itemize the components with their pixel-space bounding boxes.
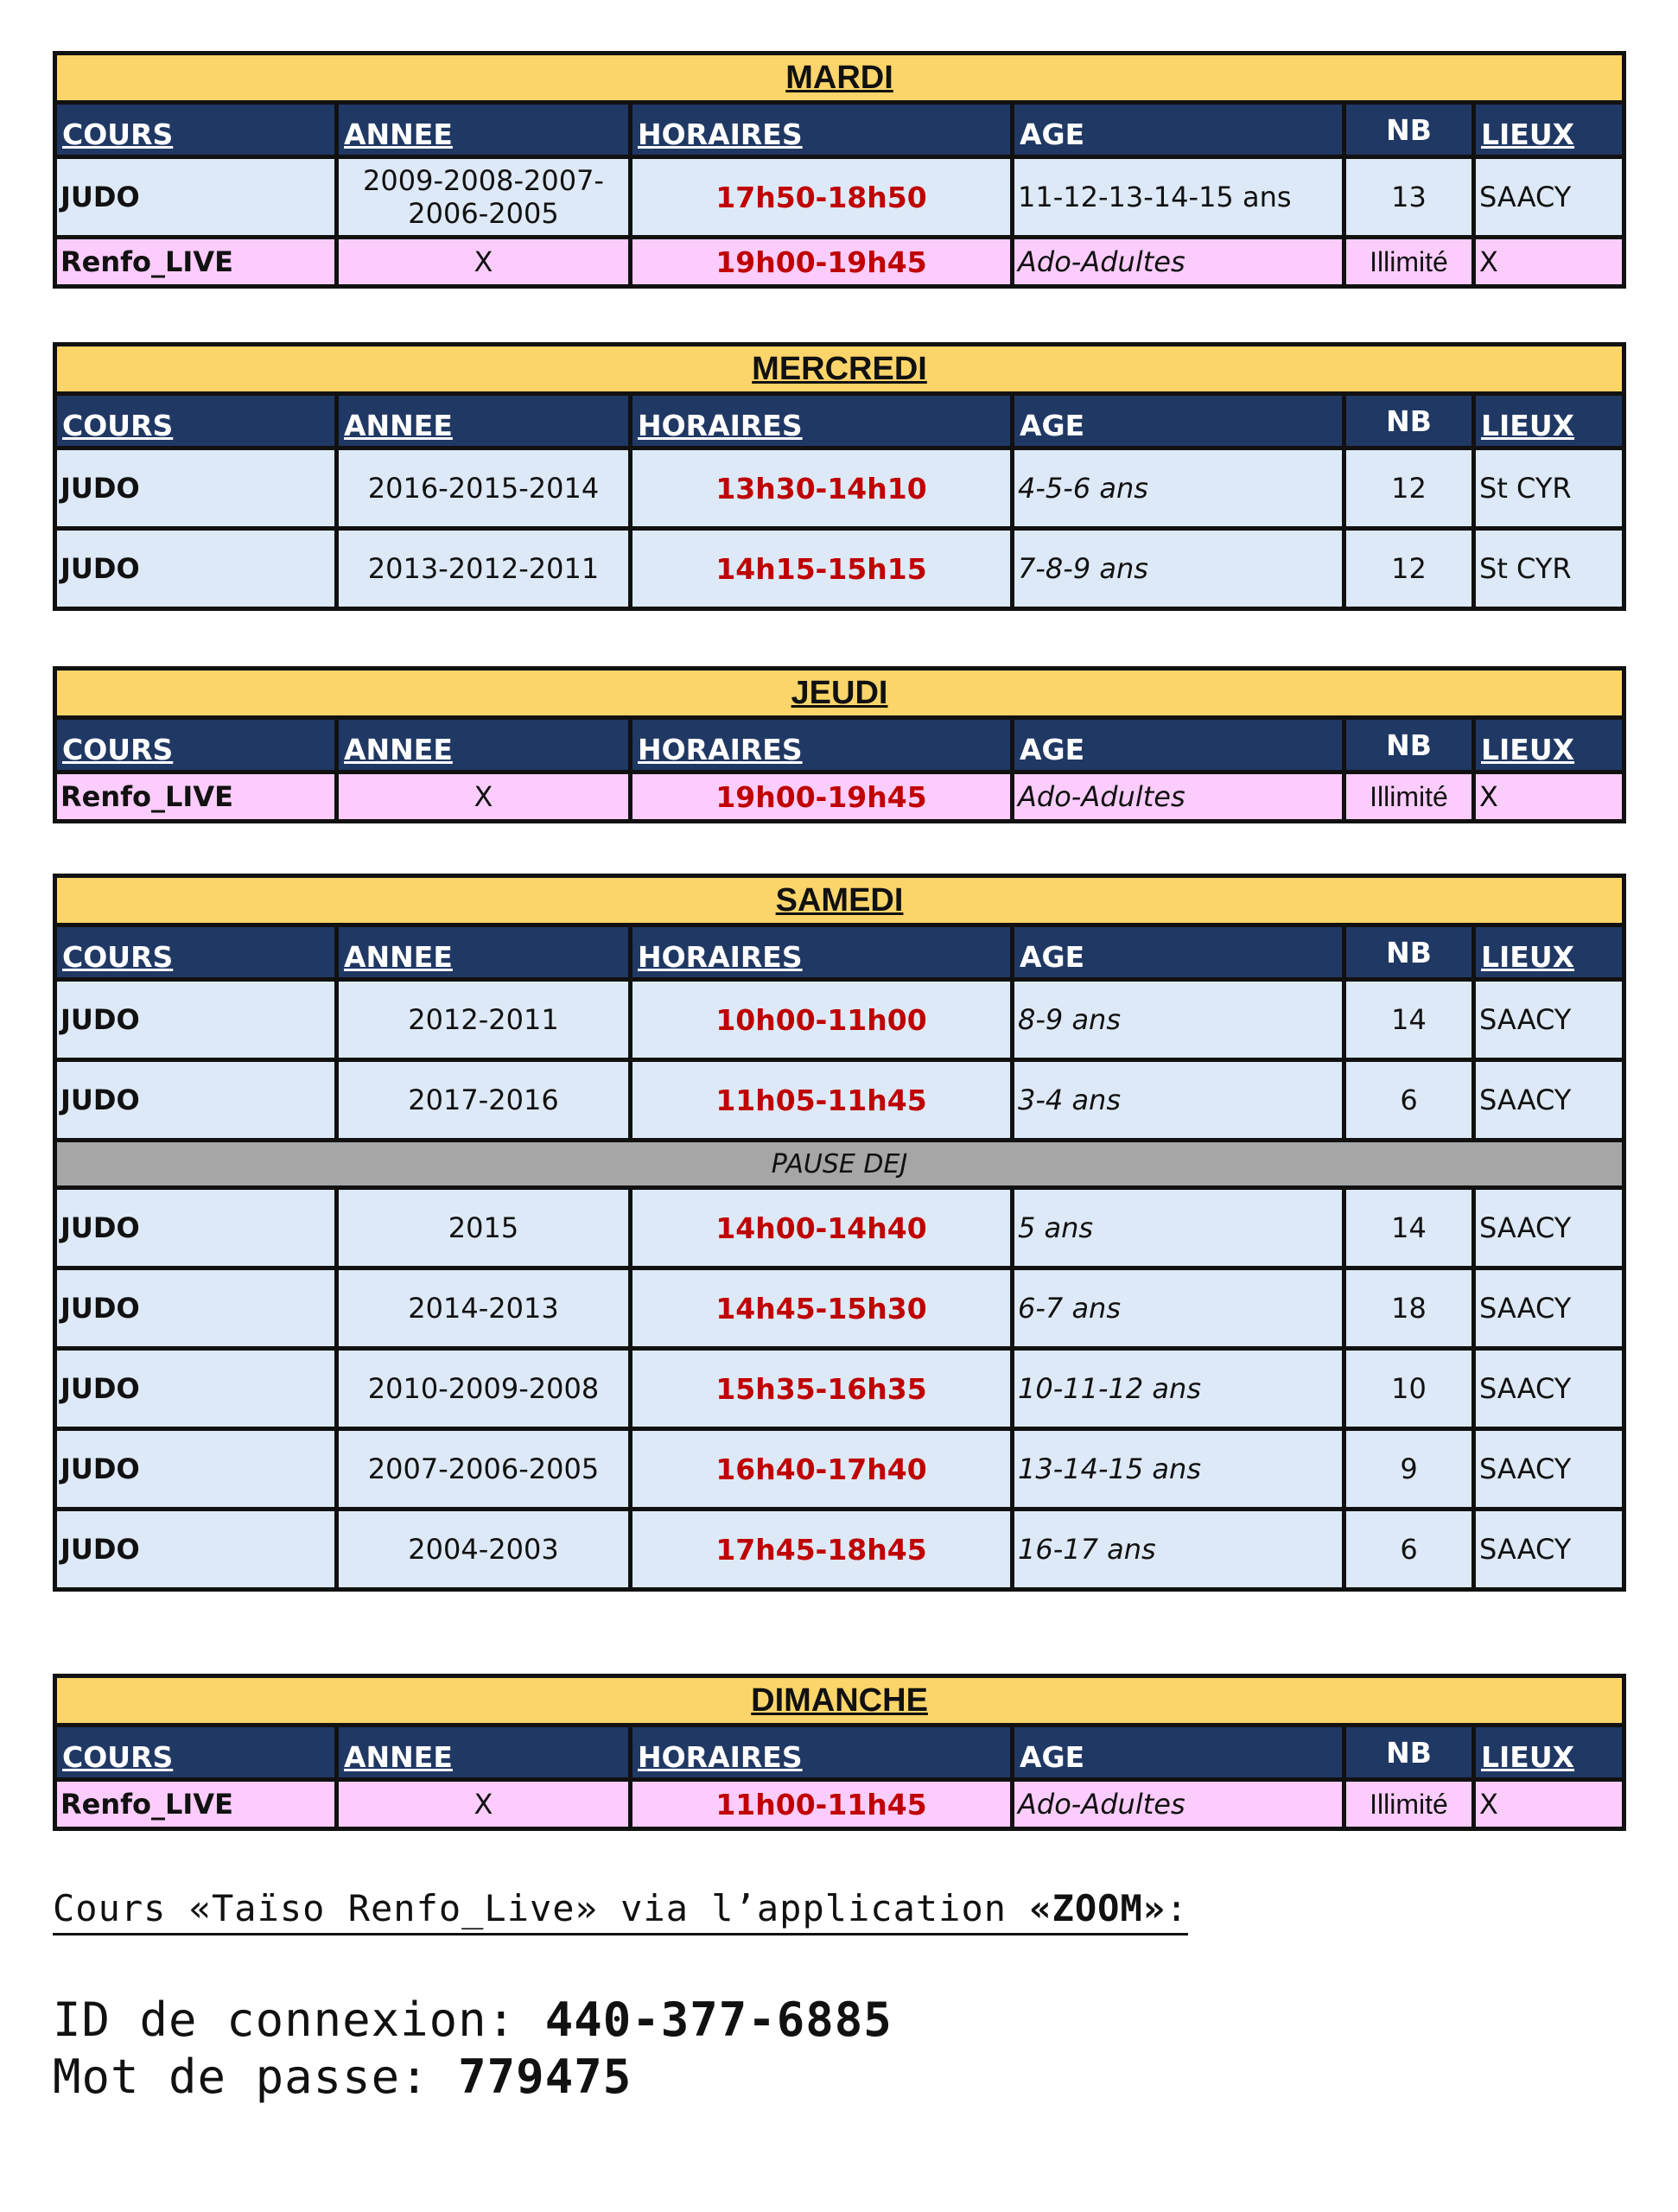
cell-annee: X	[337, 1780, 631, 1829]
cell-lieux: SAACY	[1474, 1188, 1624, 1268]
id-label: ID de connexion:	[53, 1993, 545, 2047]
cell-horaires: 15h35-16h35	[631, 1349, 1013, 1429]
header-horaires: HORAIRES	[631, 1726, 1013, 1780]
cell-annee: X	[337, 238, 631, 287]
schedule-samedi	[53, 874, 1626, 1592]
cell-nb: Illimité	[1344, 772, 1474, 822]
header-annee: ANNEE	[337, 718, 631, 772]
cell-lieux: X	[1474, 772, 1624, 822]
cell-nb: 9	[1344, 1429, 1474, 1510]
table-row	[55, 448, 1624, 529]
header-annee: ANNEE	[337, 925, 631, 980]
header-horaires: HORAIRES	[631, 718, 1013, 772]
zoom-info-line	[53, 1887, 1188, 1936]
cell-age: 13-14-15 ans	[1013, 1429, 1344, 1510]
cell-nb: 14	[1344, 1188, 1474, 1268]
header-cours: COURS	[55, 925, 337, 980]
cell-annee: 2004-2003	[337, 1510, 631, 1590]
zoom-prefix: Cours «Taïso Renfo_Live» via l’application	[53, 1887, 1030, 1929]
pause-row	[55, 1141, 1624, 1188]
connection-id	[53, 1993, 893, 2047]
header-age: AGE	[1013, 394, 1344, 448]
cell-horaires: 10h00-11h00	[631, 980, 1013, 1060]
cell-lieux: SAACY	[1474, 1510, 1624, 1590]
header-lieux: LIEUX	[1474, 925, 1624, 980]
cell-nb: 6	[1344, 1510, 1474, 1590]
cell-horaires: 17h45-18h45	[631, 1510, 1013, 1590]
header-age: AGE	[1013, 925, 1344, 980]
schedule-jeudi	[53, 666, 1626, 823]
header-horaires: HORAIRES	[631, 394, 1013, 448]
id-value: 440-377-6885	[544, 1993, 893, 2047]
password-value: 779475	[458, 2050, 632, 2104]
cell-age: 7-8-9 ans	[1013, 529, 1344, 609]
cell-horaires: 14h00-14h40	[631, 1188, 1013, 1268]
cell-nb: 13	[1344, 157, 1474, 238]
cell-annee: 2014-2013	[337, 1268, 631, 1349]
cell-nb: 12	[1344, 448, 1474, 529]
day-title: JEUDI	[55, 669, 1624, 718]
table-row	[55, 980, 1624, 1060]
table-row	[55, 1188, 1624, 1268]
pause-label: PAUSE DEJ	[55, 1141, 1624, 1188]
cell-nb: Illimité	[1344, 1780, 1474, 1829]
cell-age: Ado-Adultes	[1013, 1780, 1344, 1829]
cell-cours: JUDO	[55, 1188, 337, 1268]
cell-age: 10-11-12 ans	[1013, 1349, 1344, 1429]
cell-age: 5 ans	[1013, 1188, 1344, 1268]
header-annee: ANNEE	[337, 1726, 631, 1780]
cell-horaires: 13h30-14h10	[631, 448, 1013, 529]
cell-age: Ado-Adultes	[1013, 772, 1344, 822]
cell-lieux: SAACY	[1474, 1429, 1624, 1510]
cell-horaires: 11h05-11h45	[631, 1060, 1013, 1141]
header-horaires: HORAIRES	[631, 103, 1013, 157]
cell-lieux: St CYR	[1474, 529, 1624, 609]
cell-lieux: X	[1474, 238, 1624, 287]
cell-lieux: SAACY	[1474, 980, 1624, 1060]
cell-cours: JUDO	[55, 529, 337, 609]
day-title: MARDI	[55, 54, 1624, 103]
table-row	[55, 238, 1624, 287]
cell-horaires: 19h00-19h45	[631, 772, 1013, 822]
header-horaires: HORAIRES	[631, 925, 1013, 980]
header-cours: COURS	[55, 1726, 337, 1780]
table-row	[55, 529, 1624, 609]
password-label: Mot de passe:	[53, 2050, 459, 2104]
table-row	[55, 1349, 1624, 1429]
cell-nb: Illimité	[1344, 238, 1474, 287]
header-age: AGE	[1013, 1726, 1344, 1780]
schedule-mercredi	[53, 342, 1626, 611]
header-lieux: LIEUX	[1474, 103, 1624, 157]
cell-cours: Renfo_LIVE	[55, 772, 337, 822]
header-nb: NB	[1344, 1726, 1474, 1780]
cell-horaires: 11h00-11h45	[631, 1780, 1013, 1829]
cell-age: Ado-Adultes	[1013, 238, 1344, 287]
cell-lieux: X	[1474, 1780, 1624, 1829]
cell-cours: JUDO	[55, 157, 337, 238]
cell-annee: 2013-2012-2011	[337, 529, 631, 609]
day-title: DIMANCHE	[55, 1676, 1624, 1726]
cell-nb: 12	[1344, 529, 1474, 609]
cell-annee: X	[337, 772, 631, 822]
cell-annee: 2012-2011	[337, 980, 631, 1060]
cell-lieux: St CYR	[1474, 448, 1624, 529]
header-cours: COURS	[55, 103, 337, 157]
cell-horaires: 14h15-15h15	[631, 529, 1013, 609]
cell-nb: 10	[1344, 1349, 1474, 1429]
cell-cours: Renfo_LIVE	[55, 238, 337, 287]
cell-age: 3-4 ans	[1013, 1060, 1344, 1141]
day-title: MERCREDI	[55, 345, 1624, 394]
cell-annee: 2007-2006-2005	[337, 1429, 631, 1510]
cell-annee: 2010-2009-2008	[337, 1349, 631, 1429]
cell-cours: JUDO	[55, 1429, 337, 1510]
cell-horaires: 17h50-18h50	[631, 157, 1013, 238]
cell-nb: 6	[1344, 1060, 1474, 1141]
header-nb: NB	[1344, 925, 1474, 980]
table-row	[55, 772, 1624, 822]
table-row	[55, 157, 1624, 238]
header-age: AGE	[1013, 103, 1344, 157]
cell-age: 4-5-6 ans	[1013, 448, 1344, 529]
cell-cours: JUDO	[55, 980, 337, 1060]
cell-lieux: SAACY	[1474, 1268, 1624, 1349]
cell-annee: 2016-2015-2014	[337, 448, 631, 529]
cell-horaires: 19h00-19h45	[631, 238, 1013, 287]
table-row	[55, 1429, 1624, 1510]
header-cours: COURS	[55, 718, 337, 772]
password	[53, 2050, 632, 2104]
header-annee: ANNEE	[337, 103, 631, 157]
cell-age: 8-9 ans	[1013, 980, 1344, 1060]
cell-lieux: SAACY	[1474, 1060, 1624, 1141]
header-annee: ANNEE	[337, 394, 631, 448]
header-cours: COURS	[55, 394, 337, 448]
header-age: AGE	[1013, 718, 1344, 772]
cell-cours: JUDO	[55, 1349, 337, 1429]
zoom-app-name: «ZOOM»	[1029, 1887, 1166, 1929]
table-row	[55, 1510, 1624, 1590]
cell-nb: 14	[1344, 980, 1474, 1060]
cell-nb: 18	[1344, 1268, 1474, 1349]
table-row	[55, 1780, 1624, 1829]
cell-horaires: 14h45-15h30	[631, 1268, 1013, 1349]
table-row	[55, 1060, 1624, 1141]
cell-cours: JUDO	[55, 1268, 337, 1349]
header-lieux: LIEUX	[1474, 718, 1624, 772]
table-row	[55, 1268, 1624, 1349]
header-lieux: LIEUX	[1474, 394, 1624, 448]
cell-horaires: 16h40-17h40	[631, 1429, 1013, 1510]
schedule-dimanche	[53, 1674, 1626, 1831]
schedule-mardi	[53, 51, 1626, 289]
cell-annee: 2009-2008-2007-2006-2005	[337, 157, 631, 238]
cell-lieux: SAACY	[1474, 157, 1624, 238]
cell-lieux: SAACY	[1474, 1349, 1624, 1429]
cell-cours: JUDO	[55, 1510, 337, 1590]
header-lieux: LIEUX	[1474, 1726, 1624, 1780]
header-nb: NB	[1344, 718, 1474, 772]
cell-cours: JUDO	[55, 1060, 337, 1141]
cell-age: 6-7 ans	[1013, 1268, 1344, 1349]
zoom-suffix: :	[1166, 1887, 1189, 1929]
cell-age: 16-17 ans	[1013, 1510, 1344, 1590]
cell-cours: Renfo_LIVE	[55, 1780, 337, 1829]
header-nb: NB	[1344, 103, 1474, 157]
header-nb: NB	[1344, 394, 1474, 448]
day-title: SAMEDI	[55, 876, 1624, 925]
cell-age: 11-12-13-14-15 ans	[1013, 157, 1344, 238]
cell-annee: 2015	[337, 1188, 631, 1268]
cell-annee: 2017-2016	[337, 1060, 631, 1141]
cell-cours: JUDO	[55, 448, 337, 529]
